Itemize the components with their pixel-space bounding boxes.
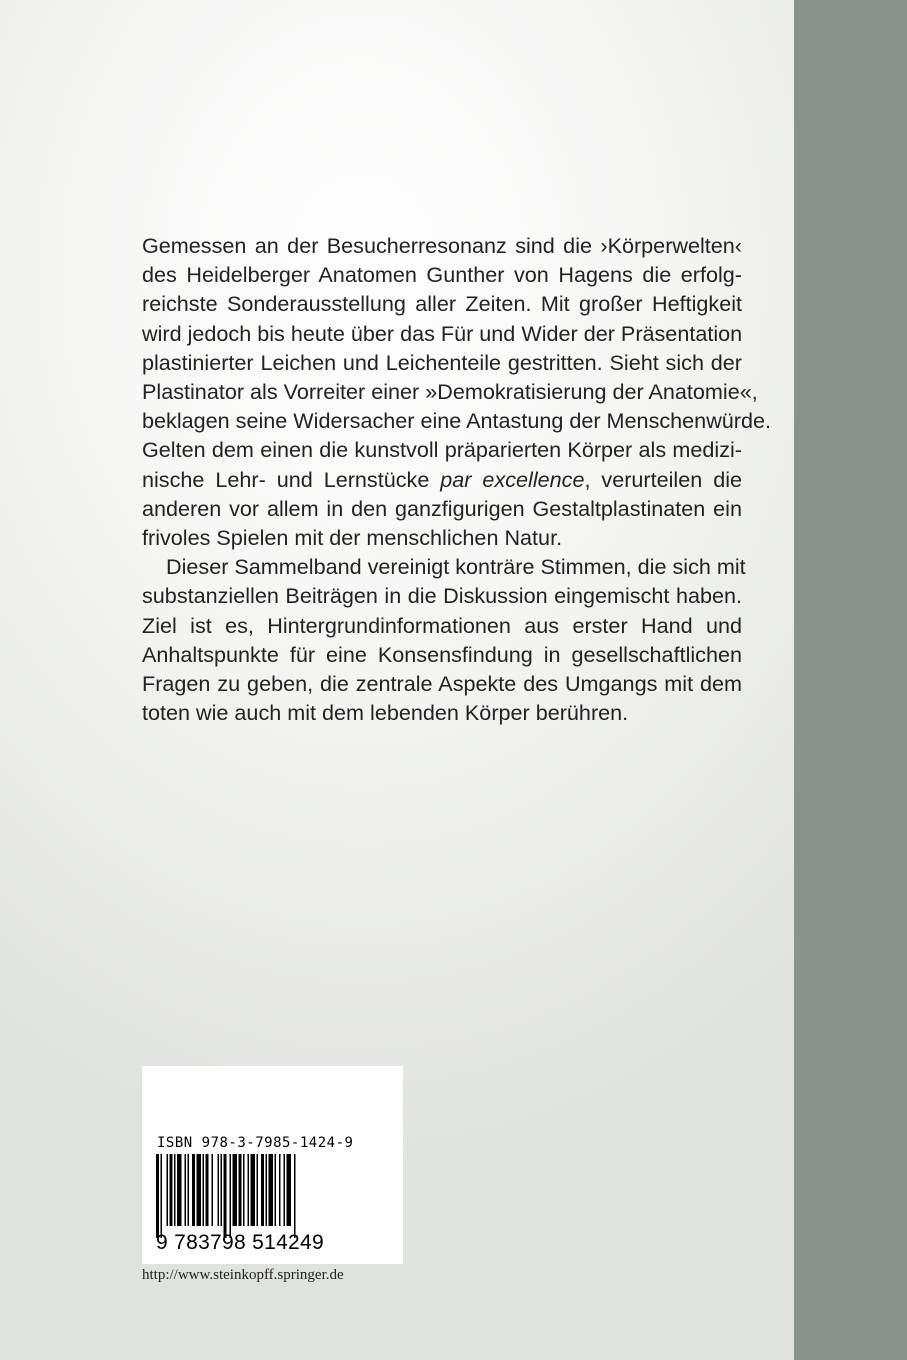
blurb-text: nische Lehr- und Lernstücke bbox=[142, 466, 441, 492]
isbn-barcode-box bbox=[142, 1066, 403, 1264]
barcode-bar bbox=[239, 1154, 242, 1226]
blurb-line: beklagen seine Widersacher eine Antastung der Menschenwürde. bbox=[142, 408, 772, 434]
blurb-line: Dieser Sammelband vereinigt konträre Stimmen, die sich mit bbox=[166, 554, 746, 580]
barcode-bar bbox=[257, 1154, 259, 1226]
barcode-bar bbox=[185, 1154, 187, 1226]
barcode-image bbox=[154, 1154, 354, 1240]
barcode-bar bbox=[161, 1154, 163, 1238]
blurb-line: Anhaltspunkte für eine Konsensfindung in gesellschaftlichen bbox=[142, 641, 742, 667]
barcode-bar bbox=[188, 1154, 190, 1226]
blurb-line: Ziel ist es, Hintergrundinformationen aus erster Hand und bbox=[142, 612, 742, 638]
barcode-bar bbox=[167, 1154, 169, 1226]
barcode-bar bbox=[206, 1154, 209, 1226]
barcode-bar bbox=[248, 1154, 250, 1226]
blurb-line: toten wie auch mit dem lebenden Körper berühren. bbox=[142, 700, 629, 726]
barcode-bar bbox=[275, 1154, 277, 1226]
blurb-line: Gemessen an der Besucherresonanz sind die ›Körperwelten‹ bbox=[142, 233, 742, 258]
blurb-line: substanziellen Beiträgen in die Diskussion eingemischt haben. bbox=[142, 583, 742, 609]
barcode-bar bbox=[230, 1154, 232, 1238]
barcode-bar bbox=[224, 1154, 227, 1238]
barcode-bar bbox=[269, 1154, 274, 1226]
barcode-bar bbox=[266, 1154, 268, 1226]
barcode-bar bbox=[284, 1154, 286, 1226]
barcode-bar bbox=[218, 1154, 220, 1226]
barcode-bar bbox=[156, 1154, 159, 1238]
barcode-bar bbox=[192, 1154, 195, 1226]
blurb-line: wird jedoch bis heute über das Für und Wider der Präsentation bbox=[142, 320, 743, 346]
barcode-bar bbox=[221, 1154, 223, 1226]
barcode-bar bbox=[287, 1154, 292, 1226]
blurb-line: des Heidelberger Anatomen Gunther von Hagens die erfolg- bbox=[142, 262, 742, 288]
blurb-line: anderen vor allem in den ganzfigurigen Gestaltplastinaten ein bbox=[142, 495, 742, 521]
barcode-bar bbox=[203, 1154, 205, 1226]
barcode-bar bbox=[170, 1154, 173, 1226]
blurb-line: reichste Sonderausstellung aller Zeiten. Mit großer Heftigkeit bbox=[142, 291, 742, 317]
spine-band bbox=[794, 0, 907, 1360]
blurb-line: Plastinator als Vorreiter einer »Demokratisierung der Anatomie«, bbox=[142, 379, 758, 405]
barcode-bar bbox=[261, 1154, 264, 1226]
blurb-italic-phrase: par excellence bbox=[440, 466, 585, 492]
blurb-text: , verurteilen die bbox=[584, 466, 743, 492]
blurb-line: plastinierter Leichen und Leichenteile gestritten. Sieht sich der bbox=[142, 349, 742, 375]
barcode-bar bbox=[294, 1154, 296, 1238]
blurb-paragraph-2 bbox=[142, 552, 746, 727]
blurb-line: frivoles Spielen mit der menschlichen Natur. bbox=[142, 525, 563, 551]
barcode-bar bbox=[212, 1154, 214, 1226]
blurb-line: Fragen zu geben, die zentrale Aspekte des Umgangs mit dem bbox=[142, 671, 742, 697]
barcode-bar bbox=[177, 1154, 182, 1226]
blurb-line-with-italic bbox=[142, 465, 742, 494]
blurb-paragraph-1 bbox=[142, 231, 772, 552]
barcode-bar bbox=[233, 1154, 238, 1226]
barcode-bar bbox=[197, 1154, 202, 1226]
barcode-bar bbox=[174, 1154, 176, 1226]
back-cover-blurb bbox=[142, 231, 772, 727]
barcode-digits: 9 783798 514249 bbox=[156, 1231, 324, 1254]
barcode-bar bbox=[251, 1154, 256, 1226]
publisher-url[interactable]: http://www.steinkopff.springer.de bbox=[142, 1267, 344, 1283]
isbn-label: ISBN 978-3-7985-1424-9 bbox=[157, 1135, 354, 1151]
barcode-bar bbox=[243, 1154, 245, 1226]
barcode-bar bbox=[279, 1154, 281, 1226]
blurb-line: Gelten dem einen die kunstvoll präparierten Körper als medizi- bbox=[142, 437, 742, 463]
